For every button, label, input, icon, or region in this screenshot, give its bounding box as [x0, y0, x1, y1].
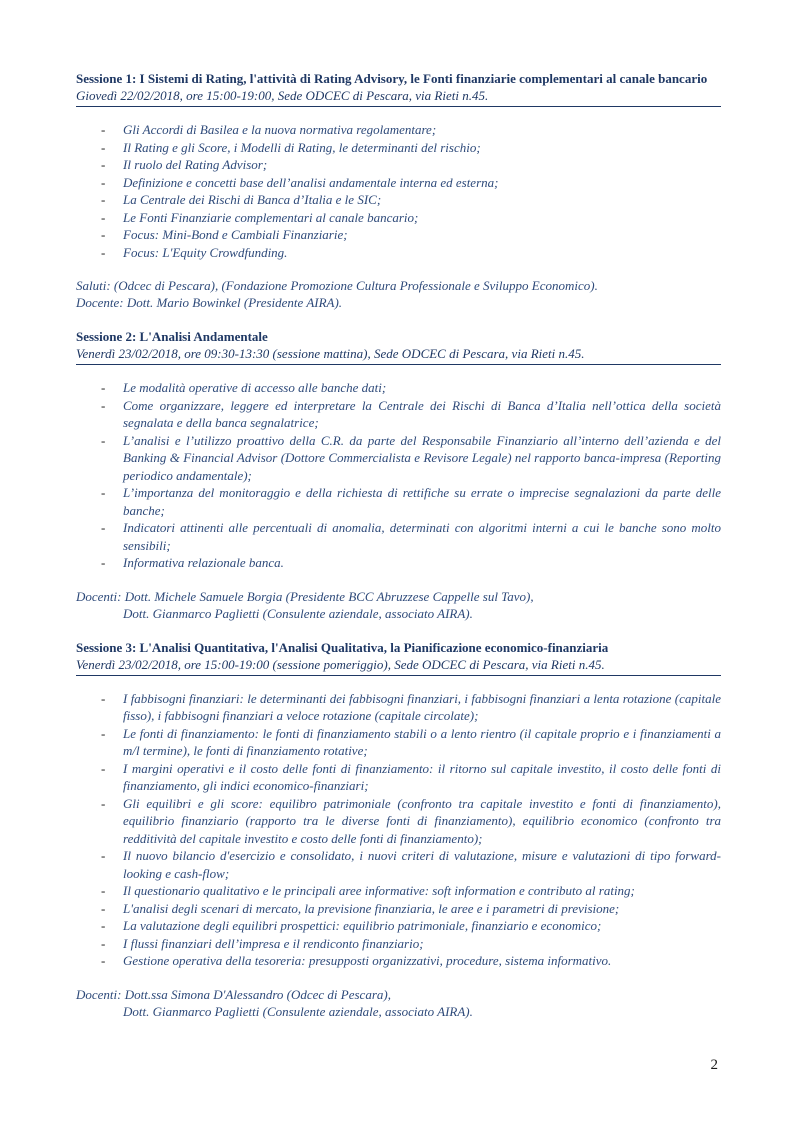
- session-notes: [76, 277, 721, 311]
- speaker-line: Dott. Gianmarco Paglietti (Consulente aziendale, associato AIRA).: [123, 605, 473, 621]
- list-item: - Come organizzare, leggere ed interpretare la Centrale dei Rischi di Banca d’Italia nell’ottica della società segnalata e della banca segnalatrice;: [76, 397, 721, 432]
- list-item: - L’importanza del monitoraggio e della richiesta di rettifiche su errate o imprecise segnalazioni da parte delle banche;: [76, 484, 721, 519]
- speaker-line: Docenti: Dott.ssa Simona D'Alessandro (Odcec di Pescara),: [76, 986, 391, 1002]
- list-item: - Gestione operativa della tesoreria: presupposti organizzativi, procedure, sistema informativo.: [76, 952, 721, 970]
- speaker-line: Docenti: Dott. Michele Samuele Borgia (Presidente BCC Abruzzese Cappelle sul Tavo),: [76, 588, 534, 604]
- list-item: - Il Rating e gli Score, i Modelli di Rating, le determinanti del rischio;: [76, 139, 721, 157]
- list-item: - L’analisi e l’utilizzo proattivo della C.R. da parte del Responsabile Finanziario all’interno dell’azienda e del Banking & Financial Advisor (Dottore Commercialista e Revisore Legale) nel rapporto banca-impresa (Reporting periodico andamentale);: [76, 432, 721, 485]
- list-item: - Il nuovo bilancio d'esercizio e consolidato, i nuovi criteri di valutazione, misure e valutazioni di tipo forward-looking e cash-flow;: [76, 847, 721, 882]
- list-item: - La valutazione degli equilibri prospettici: equilibrio patrimoniale, finanziario e economico;: [76, 917, 721, 935]
- list-item: - Le Fonti Finanziarie complementari al canale bancario;: [76, 209, 721, 227]
- session-2: [76, 328, 721, 622]
- list-item: - Le fonti di finanziamento: le fonti di finanziamento stabili o a lento rientro (il capitale proprio e i finanziamenti a m/l termine), le fonti di finanziamento rotative;: [76, 725, 721, 760]
- speaker-line: Docente: Dott. Mario Bowinkel (Presidente AIRA).: [76, 295, 343, 310]
- session-schedule: Venerdì 23/02/2018, ore 15:00-19:00 (sessione pomeriggio), Sede ODCEC di Pescara, via Rieti n.45.: [76, 656, 721, 676]
- session-notes: [76, 588, 721, 622]
- list-item: - Informativa relazionale banca.: [76, 554, 721, 572]
- list-item: - I fabbisogni finanziari: le determinanti dei fabbisogni finanziari, i fabbisogni finanziari a lenta rotazione (capitale fisso), i fabbisogni finanziari a veloce rotazione (capitale circolate);: [76, 690, 721, 725]
- list-item: - I flussi finanziari dell’impresa e il rendiconto finanziario;: [76, 935, 721, 953]
- page-number: 2: [710, 1057, 718, 1073]
- session-schedule: Giovedì 22/02/2018, ore 15:00-19:00, Sede ODCEC di Pescara, via Rieti n.45.: [76, 87, 721, 107]
- list-item: - Focus: Mini-Bond e Cambiali Finanziarie;: [76, 226, 721, 244]
- topic-list: [76, 379, 721, 572]
- list-item: - Il ruolo del Rating Advisor;: [76, 156, 721, 174]
- list-item: - Gli equilibri e gli score: equilibro patrimoniale (confronto tra capitale investito e fonti di finanziamento), equilibrio finanziario (rapporto tra le diverse fonti di finanziamento), equilibrio economico (confronto tra redditività del capitale investito e costo delle fonti di finanziamento);: [76, 795, 721, 848]
- list-item: - I margini operativi e il costo delle fonti di finanziamento: il ritorno sul capitale investito, il costo delle fonti di finanziamento, gli indici economico-finanziari;: [76, 760, 721, 795]
- list-item: - L'analisi degli scenari di mercato, la previsione finanziaria, le aree e i parametri di previsione;: [76, 900, 721, 918]
- greetings-line: Saluti: (Odcec di Pescara), (Fondazione Promozione Cultura Professionale e Sviluppo Economico).: [76, 278, 598, 293]
- session-3: [76, 639, 721, 1020]
- topic-list: [76, 690, 721, 970]
- list-item: - Definizione e concetti base dell’analisi andamentale interna ed esterna;: [76, 174, 721, 192]
- session-schedule: Venerdì 23/02/2018, ore 09:30-13:30 (sessione mattina), Sede ODCEC di Pescara, via Rieti n.45.: [76, 345, 721, 365]
- list-item: - Il questionario qualitativo e le principali aree informative: soft information e contributo al rating;: [76, 882, 721, 900]
- session-notes: [76, 986, 721, 1020]
- list-item: - La Centrale dei Rischi di Banca d’Italia e le SIC;: [76, 191, 721, 209]
- list-item: - Le modalità operative di accesso alle banche dati;: [76, 379, 721, 397]
- session-title: Sessione 2: L'Analisi Andamentale: [76, 329, 268, 344]
- list-item: - Gli Accordi di Basilea e la nuova normativa regolamentare;: [76, 121, 721, 139]
- list-item: - Focus: L'Equity Crowdfunding.: [76, 244, 721, 262]
- session-title: Sessione 1: I Sistemi di Rating, l'attività di Rating Advisory, le Fonti finanziarie complementari al canale bancario: [76, 71, 708, 86]
- topic-list: [76, 121, 721, 261]
- session-1: [76, 70, 721, 311]
- list-item: - Indicatori attinenti alle percentuali di anomalia, determinati con algoritmi interni a cui le banche sono molto sensibili;: [76, 519, 721, 554]
- document-page: [76, 70, 721, 1020]
- session-title: Sessione 3: L'Analisi Quantitativa, l'Analisi Qualitativa, la Pianificazione economico-finanziaria: [76, 639, 609, 655]
- speaker-line: Dott. Gianmarco Paglietti (Consulente aziendale, associato AIRA).: [123, 1003, 473, 1019]
